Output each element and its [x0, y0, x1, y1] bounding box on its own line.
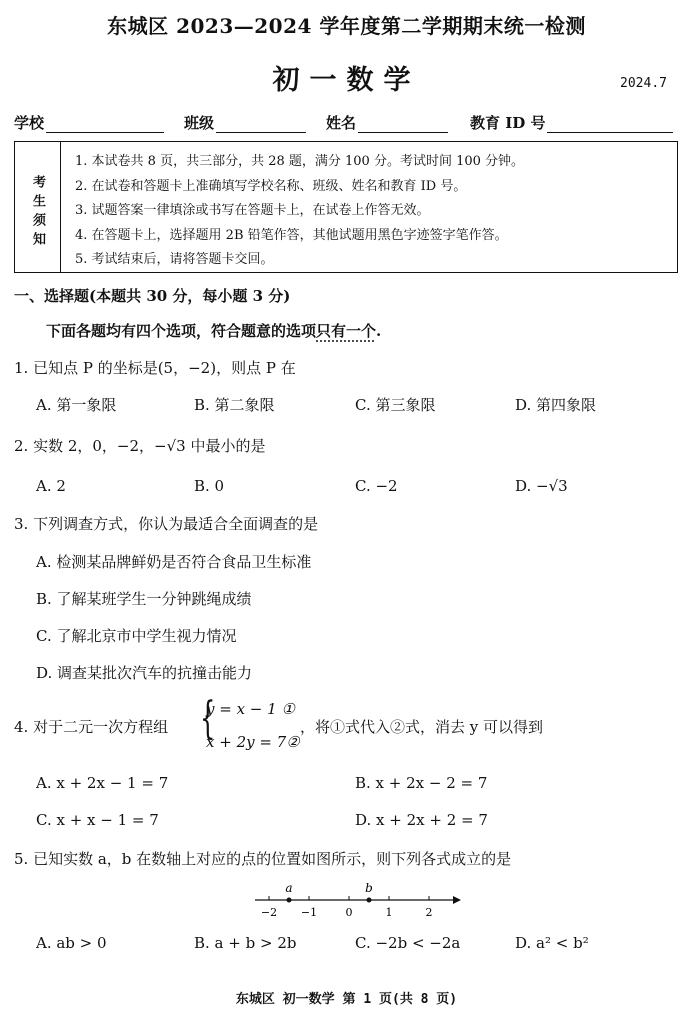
- point-a-label: a: [285, 881, 293, 895]
- notice-item: 3. 试题答案一律填涂或书写在答题卡上，在试卷上作答无效。: [75, 203, 430, 218]
- q4-equation-2: x + 2y = 7②: [206, 733, 300, 751]
- equation-brace: {: [200, 693, 216, 744]
- q5-option-c[interactable]: C. −2b < −2a: [355, 934, 461, 952]
- notice-item: 5. 考试结束后，请将答题卡交回。: [75, 252, 274, 267]
- question-4-stem-prefix: 4. 对于二元一次方程组: [14, 718, 169, 736]
- exam-subject: 初一数学: [272, 65, 421, 96]
- notice-list: [75, 150, 524, 273]
- class-label: 班级: [184, 114, 215, 132]
- name-label: 姓名: [326, 114, 357, 132]
- notice-item: 1. 本试卷共 8 页，共三部分，共 28 题，满分 100 分。考试时间 100 分钟。: [75, 154, 525, 169]
- arrow-right-icon: [453, 896, 461, 904]
- q5-option-b[interactable]: B. a + b > 2b: [194, 934, 297, 952]
- page-footer: 东城区 初一数学 第 1 页(共 8 页): [235, 992, 458, 1007]
- point-a-marker: [287, 898, 292, 903]
- number-line-tick-label: 1: [385, 906, 393, 919]
- instruction-emphasis: 只有一个: [316, 322, 377, 340]
- q4-equation-1: y = x − 1 ①: [206, 700, 295, 718]
- question-5-stem: 5. 已知实数 a，b 在数轴上对应的点的位置如图所示，则下列各式成立的是: [14, 850, 512, 868]
- name-field: [326, 112, 448, 133]
- q5-option-a[interactable]: A. ab > 0: [36, 934, 107, 952]
- q1-option-a[interactable]: A. 第一象限: [36, 396, 117, 414]
- notice-item: 4. 在答题卡上，选择题用 2B 铅笔作答，其他试题用黑色字迹签字笔作答。: [75, 227, 508, 243]
- notice-item: 2. 在试卷和答题卡上准确填写学校名称、班级、姓名和教育 ID 号。: [75, 178, 467, 194]
- section-instruction: [46, 320, 381, 341]
- number-line-tick-label: −1: [300, 906, 318, 919]
- number-line-tick-label: 2: [425, 906, 433, 919]
- q4-option-a[interactable]: A. x + 2x − 1 = 7: [36, 774, 169, 792]
- student-info-row: [14, 112, 680, 134]
- q5-option-d[interactable]: D. a² < b²: [515, 934, 589, 952]
- exam-date: 2024.7: [620, 76, 667, 91]
- number-line-points: [285, 881, 372, 903]
- q3-option-a[interactable]: A. 检测某品牌鲜奶是否符合食品卫生标准: [36, 553, 312, 571]
- q2-option-a[interactable]: A. 2: [36, 477, 66, 495]
- q2-option-c[interactable]: C. −2: [355, 477, 398, 495]
- q1-option-c[interactable]: C. 第三象限: [355, 396, 436, 414]
- instruction-text: 下面各题均有四个选项，符合题意的选项: [46, 322, 317, 340]
- edu-id-blank[interactable]: [547, 118, 673, 133]
- q3-option-d[interactable]: D. 调查某批次汽车的抗撞击能力: [36, 664, 253, 682]
- q1-option-b[interactable]: B. 第二象限: [194, 396, 275, 414]
- q4-option-c[interactable]: C. x + x − 1 = 7: [36, 811, 159, 829]
- question-3-stem: 3. 下列调查方式，你认为最适合全面调查的是: [14, 515, 319, 533]
- question-4-stem-suffix: ，将①式代入②式，消去 y 可以得到: [300, 718, 544, 736]
- q1-option-d[interactable]: D. 第四象限: [515, 396, 597, 414]
- number-line-tick-label: 0: [345, 906, 353, 919]
- q4-option-b[interactable]: B. x + 2x − 2 = 7: [355, 774, 488, 792]
- number-line-tick-label: −2: [260, 906, 278, 919]
- q4-option-d[interactable]: D. x + 2x + 2 = 7: [355, 811, 488, 829]
- instruction-end: .: [376, 322, 382, 340]
- q3-option-c[interactable]: C. 了解北京市中学生视力情况: [36, 627, 237, 645]
- q2-option-b[interactable]: B. 0: [194, 477, 225, 495]
- question-2-stem: 2. 实数 2，0，−2，−√3 中最小的是: [14, 437, 266, 455]
- edu-id-field: [470, 112, 673, 133]
- number-line-figure: [255, 880, 465, 920]
- section-title: 一、选择题(本题共 30 分，每小题 3 分): [14, 287, 291, 305]
- point-b-label: b: [365, 881, 373, 895]
- school-label: 学校: [14, 114, 45, 132]
- point-b-marker: [367, 898, 372, 903]
- exam-notice-box: [14, 141, 678, 273]
- question-1-stem: 1. 已知点 P 的坐标是(5，−2)，则点 P 在: [14, 359, 296, 377]
- school-field: [14, 112, 164, 133]
- edu-id-label: 教育 ID 号: [470, 114, 546, 132]
- class-blank[interactable]: [216, 118, 306, 133]
- notice-label: 考生须知: [15, 142, 61, 272]
- class-field: [184, 112, 306, 133]
- q3-option-b[interactable]: B. 了解某班学生一分钟跳绳成绩: [36, 590, 252, 608]
- exam-title: 东城区 2023—2024 学年度第二学期期末统一检测: [107, 14, 586, 38]
- q2-option-d[interactable]: D. −√3: [515, 477, 568, 495]
- name-blank[interactable]: [358, 118, 448, 133]
- school-blank[interactable]: [46, 118, 164, 133]
